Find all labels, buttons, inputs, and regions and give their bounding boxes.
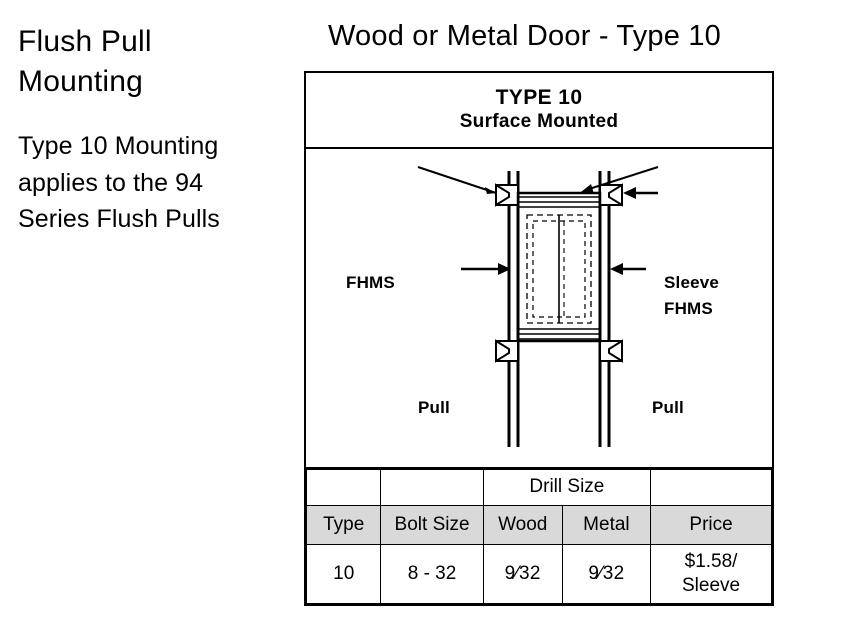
cell-type: 10 bbox=[307, 544, 381, 603]
cell-bolt-size: 8 - 32 bbox=[381, 544, 483, 603]
type-10-panel bbox=[304, 71, 774, 606]
callout-fhms-right: FHMS bbox=[664, 298, 713, 318]
right-column bbox=[304, 20, 824, 606]
page-title: Flush Pull Mounting bbox=[18, 25, 152, 99]
cell-metal-drill: 9⁄32 bbox=[562, 544, 650, 603]
cell-blank-3 bbox=[651, 469, 772, 505]
panel-header-line2: Surface Mounted bbox=[459, 111, 619, 133]
header-type: Type bbox=[307, 505, 381, 544]
drawing-area bbox=[306, 149, 772, 469]
panel-header bbox=[306, 73, 772, 149]
cell-drill-size-group: Drill Size bbox=[483, 469, 650, 505]
left-column bbox=[18, 22, 280, 237]
spec-table bbox=[306, 469, 772, 604]
cell-blank-2 bbox=[381, 469, 483, 505]
header-bolt-size: Bolt Size bbox=[381, 505, 483, 544]
table-row-headers bbox=[307, 505, 772, 544]
cell-price: $1.58/ Sleeve bbox=[651, 544, 772, 603]
callout-fhms-left: FHMS bbox=[346, 272, 395, 292]
intro-paragraph: Type 10 Mounting applies to the 94 Series Flush Pulls bbox=[18, 132, 220, 233]
callout-sleeve: Sleeve bbox=[664, 272, 720, 292]
table-row-group-header bbox=[307, 469, 772, 505]
cell-blank-1 bbox=[307, 469, 381, 505]
table-row bbox=[307, 544, 772, 603]
header-wood: Wood bbox=[483, 505, 562, 544]
diagram-heading: Wood or Metal Door - Type 10 bbox=[328, 20, 721, 52]
callout-pull-right: Pull bbox=[652, 397, 684, 417]
header-metal: Metal bbox=[562, 505, 650, 544]
header-price: Price bbox=[651, 505, 772, 544]
callout-pull-left: Pull bbox=[418, 397, 450, 417]
panel-header-line1: TYPE 10 bbox=[495, 86, 583, 109]
cell-wood-drill: 9⁄32 bbox=[483, 544, 562, 603]
